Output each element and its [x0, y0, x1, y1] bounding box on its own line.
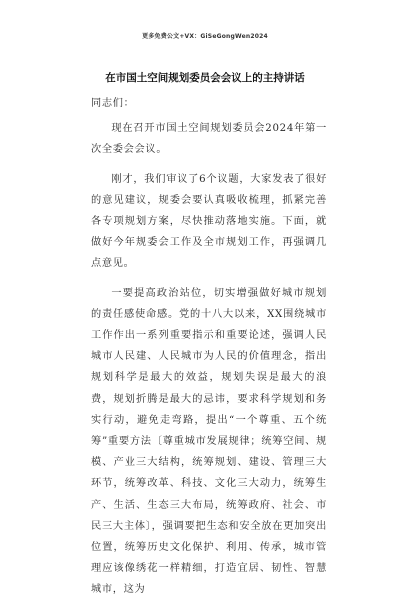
salutation: 同志们：	[91, 98, 135, 109]
document-body	[91, 93, 327, 601]
header-note: 更多免费公文+VX：GiSeGongWen2024	[142, 33, 268, 40]
paragraph: 刚才，我们审议了6个议题，大家发表了很好的意见建议，规委会要认真吸收梳理，抓紧完善各专项规划方案，尽快推动落地实施。下面，就做好今年规委会工作及全市规划工作，再强调几点意见。	[91, 173, 327, 270]
paragraph: 一要提高政治站位，切实增强做好城市规划的责任感使命感。党的十八大以来，XX围绕城市工作作出一系列重要指示和重要论述，强调人民城市人民建、人民城市为人民的价值理念，指出规划科学是最大的效益，规划失误是最大的浪费，规划折腾是最大的忌讳，要求科学规划和务实行动，避免走弯路，提出“一个尊重、五个统筹”重要方法〔尊重城市发展规律；统筹空间、规模、产业三大结构，统筹规划、建设、管理三大环节，统筹改革、科技、文化三大动力，统筹生产、生活、生态三大布局，统筹政府、社会、市民三大主体〕，强调要把生态和安全放在更加突出位置，统筹历史文化保护、利用、传承，城市管理应该像绣花一样精细，打造宜居、韧性、智慧城市，这为	[91, 287, 327, 596]
document-title: 在市国土空间规划委员会会议上的主持讲话	[105, 72, 305, 84]
paragraph: 现在召开市国土空间规划委员会2024年第一次全委会会议。	[91, 123, 327, 156]
